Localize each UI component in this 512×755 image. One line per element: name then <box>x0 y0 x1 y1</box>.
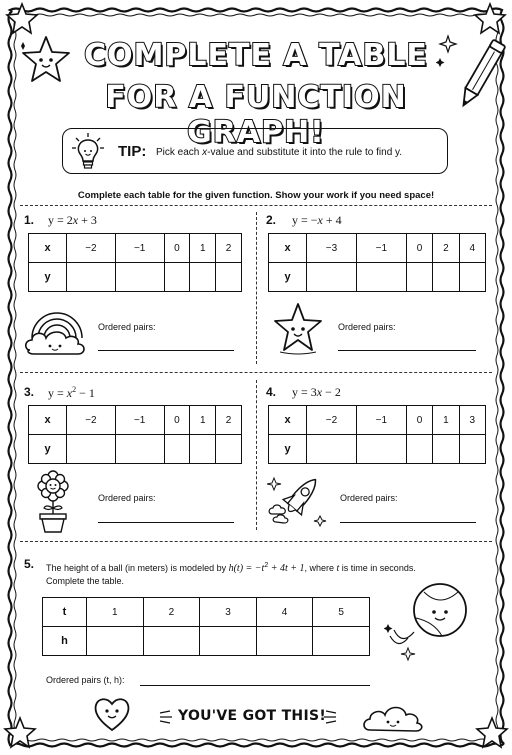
encouragement-text: YOU'VE GOT THIS! <box>178 708 327 724</box>
function-table <box>268 405 486 464</box>
y-answer-cell[interactable] <box>216 435 242 464</box>
x-value-cell: 3 <box>459 406 485 435</box>
y-answer-cell[interactable] <box>216 263 242 292</box>
sparkle-lines-icon <box>158 709 174 725</box>
function-table <box>268 233 486 292</box>
cloud-face-icon <box>360 698 426 734</box>
instructions: Complete each table for the given function. Show your work if you need space! <box>77 190 435 201</box>
x-value-cell: 1 <box>190 234 216 263</box>
x-header: x <box>269 406 307 435</box>
page-title-line-1: COMPLETE A TABLE <box>84 38 428 73</box>
y-answer-cell[interactable] <box>115 435 164 464</box>
y-answer-cell[interactable] <box>67 263 116 292</box>
x-value-cell: −1 <box>356 406 406 435</box>
divider <box>20 541 492 542</box>
y-header: y <box>29 263 67 292</box>
rocket-icon <box>266 470 330 530</box>
divider <box>256 212 257 364</box>
page-title-line-2: FOR A FUNCTION GRAPH! <box>105 80 407 150</box>
y-answer-cell[interactable] <box>67 435 116 464</box>
x-value-cell: 0 <box>164 234 190 263</box>
problem-number: 4. <box>266 385 277 399</box>
h-answer-cell[interactable] <box>200 627 257 656</box>
y-answer-cell[interactable] <box>406 435 432 464</box>
h-header: h <box>43 627 87 656</box>
y-answer-cell[interactable] <box>356 435 406 464</box>
problem-rule: y = −x + 4 <box>292 213 342 227</box>
y-answer-cell[interactable] <box>406 263 432 292</box>
y-answer-cell[interactable] <box>164 263 190 292</box>
ordered-pairs-label: Ordered pairs: <box>340 493 398 503</box>
y-answer-cell[interactable] <box>459 435 485 464</box>
x-value-cell: 2 <box>433 234 459 263</box>
ordered-pairs-label: Ordered pairs (t, h): <box>46 675 125 685</box>
x-value-cell: −2 <box>67 234 116 263</box>
x-value-cell: 0 <box>406 234 432 263</box>
y-answer-cell[interactable] <box>433 263 459 292</box>
t-value-cell: 1 <box>87 598 144 627</box>
t-header: t <box>43 598 87 627</box>
ordered-pairs-answer-line[interactable] <box>98 350 234 351</box>
divider <box>256 380 257 530</box>
problem-number: 3. <box>24 385 35 399</box>
x-value-cell: 4 <box>459 234 485 263</box>
ordered-pairs-answer-line[interactable] <box>340 522 476 523</box>
flower-pot-icon <box>32 470 74 534</box>
t-value-cell: 3 <box>200 598 257 627</box>
x-value-cell: 0 <box>164 406 190 435</box>
tip-label: TIP: <box>118 143 147 160</box>
function-table <box>42 597 370 656</box>
y-answer-cell[interactable] <box>190 263 216 292</box>
sparkle-lines-icon <box>322 709 338 725</box>
y-answer-cell[interactable] <box>433 435 459 464</box>
ordered-pairs-answer-line[interactable] <box>140 685 370 686</box>
y-answer-cell[interactable] <box>115 263 164 292</box>
problem-number: 1. <box>24 213 35 227</box>
lightbulb-icon <box>70 132 106 172</box>
h-answer-cell[interactable] <box>87 627 144 656</box>
y-header: y <box>269 435 307 464</box>
x-value-cell: 2 <box>216 406 242 435</box>
problem-rule: $y = x^2 - 1$ <box>48 385 95 400</box>
h-answer-cell[interactable] <box>143 627 200 656</box>
x-value-cell: −2 <box>67 406 116 435</box>
problem-5-text: The height of a ball (in meters) is modeled by $h(t) = -t^2 + 4t + 1$, where t is time in seconds. Complete the table. <box>46 562 416 586</box>
y-header: y <box>29 435 67 464</box>
y-answer-cell[interactable] <box>307 263 357 292</box>
problem-rule: y = 2x + 3 <box>48 213 97 227</box>
x-value-cell: −1 <box>115 406 164 435</box>
x-value-cell: 2 <box>216 234 242 263</box>
problem-number: 5. <box>24 557 35 571</box>
t-value-cell: 4 <box>256 598 313 627</box>
problem-rule: y = 3x − 2 <box>292 385 341 399</box>
ordered-pairs-label: Ordered pairs: <box>98 493 156 503</box>
t-value-cell: 5 <box>313 598 370 627</box>
x-value-cell: −3 <box>307 234 357 263</box>
function-table <box>28 405 242 464</box>
h-answer-cell[interactable] <box>313 627 370 656</box>
x-value-cell: −1 <box>356 234 406 263</box>
t-value-cell: 2 <box>143 598 200 627</box>
ordered-pairs-label: Ordered pairs: <box>338 322 396 332</box>
ordered-pairs-label: Ordered pairs: <box>98 322 156 332</box>
x-header: x <box>29 406 67 435</box>
divider <box>20 205 492 206</box>
x-value-cell: −2 <box>307 406 357 435</box>
x-header: x <box>269 234 307 263</box>
tip-text: Pick each x-value and substitute it into the rule to find y. <box>156 147 403 158</box>
y-answer-cell[interactable] <box>307 435 357 464</box>
x-value-cell: 1 <box>433 406 459 435</box>
h-answer-cell[interactable] <box>256 627 313 656</box>
divider <box>20 372 492 373</box>
y-answer-cell[interactable] <box>190 435 216 464</box>
y-answer-cell[interactable] <box>164 435 190 464</box>
y-header: y <box>269 263 307 292</box>
ordered-pairs-answer-line[interactable] <box>338 350 476 351</box>
bouncing-ball-icon <box>384 578 480 664</box>
heart-face-icon <box>92 694 132 734</box>
y-answer-cell[interactable] <box>459 263 485 292</box>
x-value-cell: 0 <box>406 406 432 435</box>
star-face-icon <box>270 300 326 358</box>
x-value-cell: 1 <box>190 406 216 435</box>
x-value-cell: −1 <box>115 234 164 263</box>
y-answer-cell[interactable] <box>356 263 406 292</box>
function-table <box>28 233 242 292</box>
x-header: x <box>29 234 67 263</box>
problem-number: 2. <box>266 213 277 227</box>
rainbow-cloud-icon <box>24 304 90 358</box>
ordered-pairs-answer-line[interactable] <box>98 522 234 523</box>
